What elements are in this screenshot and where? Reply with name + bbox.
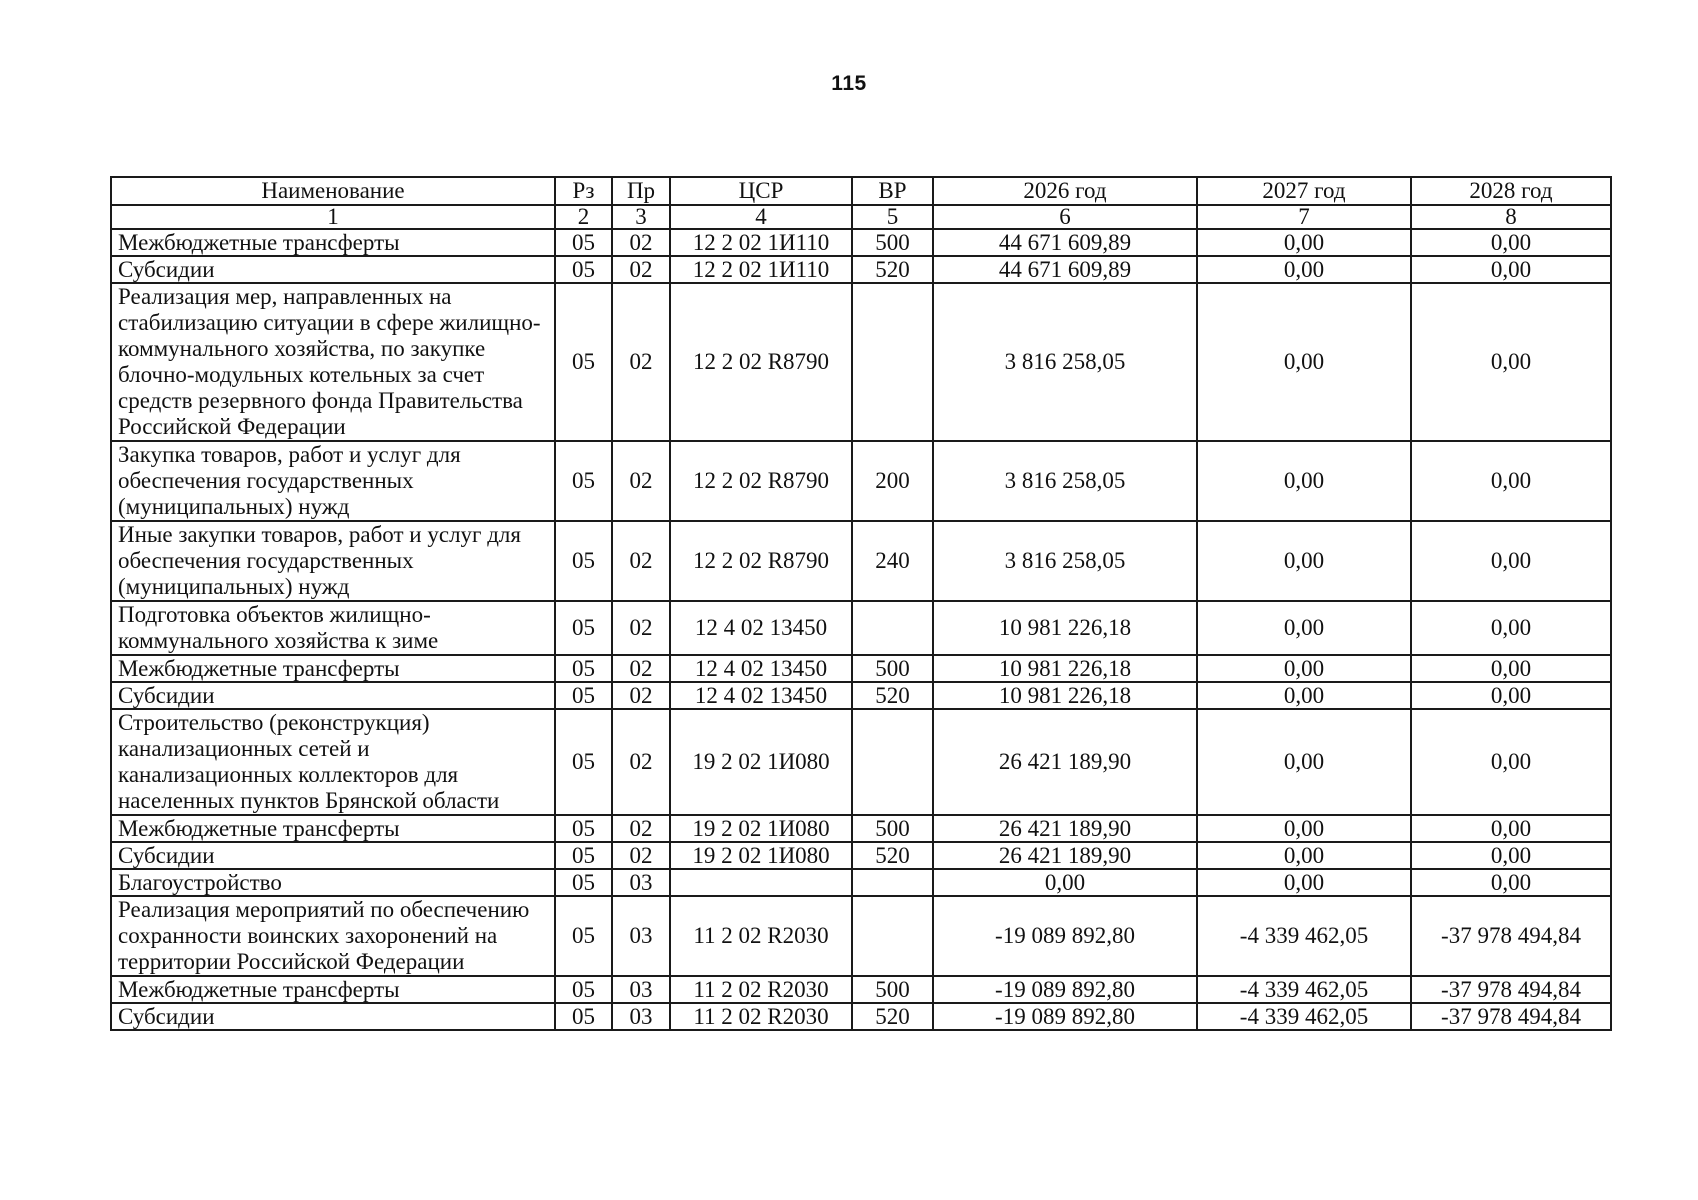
row-rz: 05 [555,976,612,1003]
row-csr: 12 4 02 13450 [670,601,852,655]
row-2028: 0,00 [1411,601,1611,655]
row-pr: 02 [612,441,670,521]
row-2026: 3 816 258,05 [933,441,1197,521]
row-2027: -4 339 462,05 [1197,1003,1411,1030]
row-2027: 0,00 [1197,256,1411,283]
column-number: 8 [1411,205,1611,229]
row-pr: 02 [612,229,670,256]
row-vr: 520 [852,256,933,283]
page-number: 115 [831,72,867,95]
row-2026: 26 421 189,90 [933,842,1197,869]
row-name: Подготовка объектов жилищно-коммунального хозяйства к зиме [111,601,555,655]
row-vr [852,709,933,815]
row-pr: 02 [612,655,670,682]
row-name: Межбюджетные трансферты [111,229,555,256]
table-row [111,896,1611,976]
header-2028: 2028 год [1411,177,1611,205]
row-2028: 0,00 [1411,709,1611,815]
header-2026: 2026 год [933,177,1197,205]
row-vr: 200 [852,441,933,521]
row-name: Субсидии [111,256,555,283]
row-csr: 12 2 02 1И110 [670,256,852,283]
row-2026: 44 671 609,89 [933,229,1197,256]
row-rz: 05 [555,655,612,682]
row-name: Реализация мероприятий по обеспечению сохранности воинских захоронений на территории Российской Федерации [111,896,555,976]
row-vr: 500 [852,976,933,1003]
row-pr: 02 [612,521,670,601]
row-2026: -19 089 892,80 [933,1003,1197,1030]
row-rz: 05 [555,682,612,709]
row-2026: 10 981 226,18 [933,601,1197,655]
row-2027: 0,00 [1197,521,1411,601]
row-2028: 0,00 [1411,842,1611,869]
header-csr: ЦСР [670,177,852,205]
row-2028: 0,00 [1411,869,1611,896]
row-vr: 520 [852,682,933,709]
row-2028: 0,00 [1411,256,1611,283]
row-pr: 02 [612,283,670,441]
row-2026: 26 421 189,90 [933,815,1197,842]
row-pr: 02 [612,682,670,709]
header-name: Наименование [111,177,555,205]
row-name: Межбюджетные трансферты [111,655,555,682]
row-vr: 520 [852,842,933,869]
row-2026: 10 981 226,18 [933,682,1197,709]
row-rz: 05 [555,441,612,521]
table-row [111,976,1611,1003]
row-rz: 05 [555,869,612,896]
row-rz: 05 [555,283,612,441]
row-rz: 05 [555,229,612,256]
row-csr: 11 2 02 R2030 [670,976,852,1003]
row-2027: 0,00 [1197,842,1411,869]
row-name: Субсидии [111,842,555,869]
row-2028: 0,00 [1411,229,1611,256]
row-2027: 0,00 [1197,869,1411,896]
row-2026: 26 421 189,90 [933,709,1197,815]
row-rz: 05 [555,601,612,655]
column-number: 3 [612,205,670,229]
row-name: Закупка товаров, работ и услуг для обеспечения государственных (муниципальных) нужд [111,441,555,521]
row-pr: 02 [612,815,670,842]
row-csr [670,869,852,896]
row-vr [852,283,933,441]
row-rz: 05 [555,709,612,815]
row-2027: -4 339 462,05 [1197,976,1411,1003]
table-row [111,842,1611,869]
row-2026: 3 816 258,05 [933,283,1197,441]
row-csr: 12 4 02 13450 [670,655,852,682]
row-pr: 03 [612,976,670,1003]
row-2028: 0,00 [1411,682,1611,709]
header-pr: Пр [612,177,670,205]
row-2027: -4 339 462,05 [1197,896,1411,976]
row-vr: 500 [852,655,933,682]
column-number: 4 [670,205,852,229]
header-row [111,177,1611,205]
row-csr: 19 2 02 1И080 [670,815,852,842]
row-csr: 12 2 02 R8790 [670,283,852,441]
row-2026: -19 089 892,80 [933,896,1197,976]
row-name: Межбюджетные трансферты [111,976,555,1003]
column-number: 6 [933,205,1197,229]
row-2026: 3 816 258,05 [933,521,1197,601]
row-vr: 500 [852,229,933,256]
column-number: 7 [1197,205,1411,229]
row-2028: 0,00 [1411,815,1611,842]
row-pr: 03 [612,869,670,896]
table-row [111,709,1611,815]
table-body [111,229,1611,1030]
row-pr: 02 [612,601,670,655]
row-2027: 0,00 [1197,655,1411,682]
table-row [111,655,1611,682]
row-csr: 12 4 02 13450 [670,682,852,709]
header-rz: Рз [555,177,612,205]
row-2026: 44 671 609,89 [933,256,1197,283]
row-2028: 0,00 [1411,521,1611,601]
row-csr: 12 2 02 1И110 [670,229,852,256]
row-2027: 0,00 [1197,601,1411,655]
table-row [111,521,1611,601]
column-number: 2 [555,205,612,229]
table-row [111,256,1611,283]
row-csr: 11 2 02 R2030 [670,896,852,976]
row-vr: 520 [852,1003,933,1030]
row-rz: 05 [555,815,612,842]
row-name: Строительство (реконструкция) канализационных сетей и канализационных коллекторов для населенных пунктов Брянской области [111,709,555,815]
row-pr: 03 [612,896,670,976]
row-pr: 03 [612,1003,670,1030]
column-number-row [111,205,1611,229]
table-row [111,1003,1611,1030]
row-name: Субсидии [111,1003,555,1030]
row-rz: 05 [555,1003,612,1030]
row-vr [852,601,933,655]
row-2027: 0,00 [1197,815,1411,842]
row-2028: -37 978 494,84 [1411,1003,1611,1030]
row-pr: 02 [612,256,670,283]
row-rz: 05 [555,842,612,869]
row-2028: 0,00 [1411,283,1611,441]
row-vr: 240 [852,521,933,601]
budget-table [110,176,1612,1031]
row-rz: 05 [555,521,612,601]
row-2028: 0,00 [1411,655,1611,682]
row-name: Иные закупки товаров, работ и услуг для обеспечения государственных (муниципальных) нужд [111,521,555,601]
column-number: 1 [111,205,555,229]
table-row [111,869,1611,896]
row-vr [852,869,933,896]
table-row [111,682,1611,709]
row-csr: 19 2 02 1И080 [670,842,852,869]
row-2027: 0,00 [1197,441,1411,521]
row-rz: 05 [555,896,612,976]
row-2027: 0,00 [1197,682,1411,709]
row-pr: 02 [612,842,670,869]
row-csr: 11 2 02 R2030 [670,1003,852,1030]
row-rz: 05 [555,256,612,283]
table-row [111,229,1611,256]
row-2027: 0,00 [1197,709,1411,815]
row-name: Благоустройство [111,869,555,896]
table-row [111,441,1611,521]
row-2027: 0,00 [1197,283,1411,441]
header-vr: ВР [852,177,933,205]
row-csr: 12 2 02 R8790 [670,521,852,601]
table-row [111,283,1611,441]
row-csr: 19 2 02 1И080 [670,709,852,815]
row-2027: 0,00 [1197,229,1411,256]
column-number: 5 [852,205,933,229]
row-2026: 10 981 226,18 [933,655,1197,682]
row-2028: 0,00 [1411,441,1611,521]
row-2028: -37 978 494,84 [1411,896,1611,976]
header-2027: 2027 год [1197,177,1411,205]
table-row [111,601,1611,655]
table-row [111,815,1611,842]
row-2026: 0,00 [933,869,1197,896]
row-csr: 12 2 02 R8790 [670,441,852,521]
row-name: Субсидии [111,682,555,709]
row-2028: -37 978 494,84 [1411,976,1611,1003]
row-name: Реализация мер, направленных на стабилизацию ситуации в сфере жилищно-коммунального хозяйства, по закупке блочно-модульных котельных за счет средств резервного фонда Правительства Российской Федерации [111,283,555,441]
row-name: Межбюджетные трансферты [111,815,555,842]
row-vr: 500 [852,815,933,842]
row-vr [852,896,933,976]
row-2026: -19 089 892,80 [933,976,1197,1003]
row-pr: 02 [612,709,670,815]
